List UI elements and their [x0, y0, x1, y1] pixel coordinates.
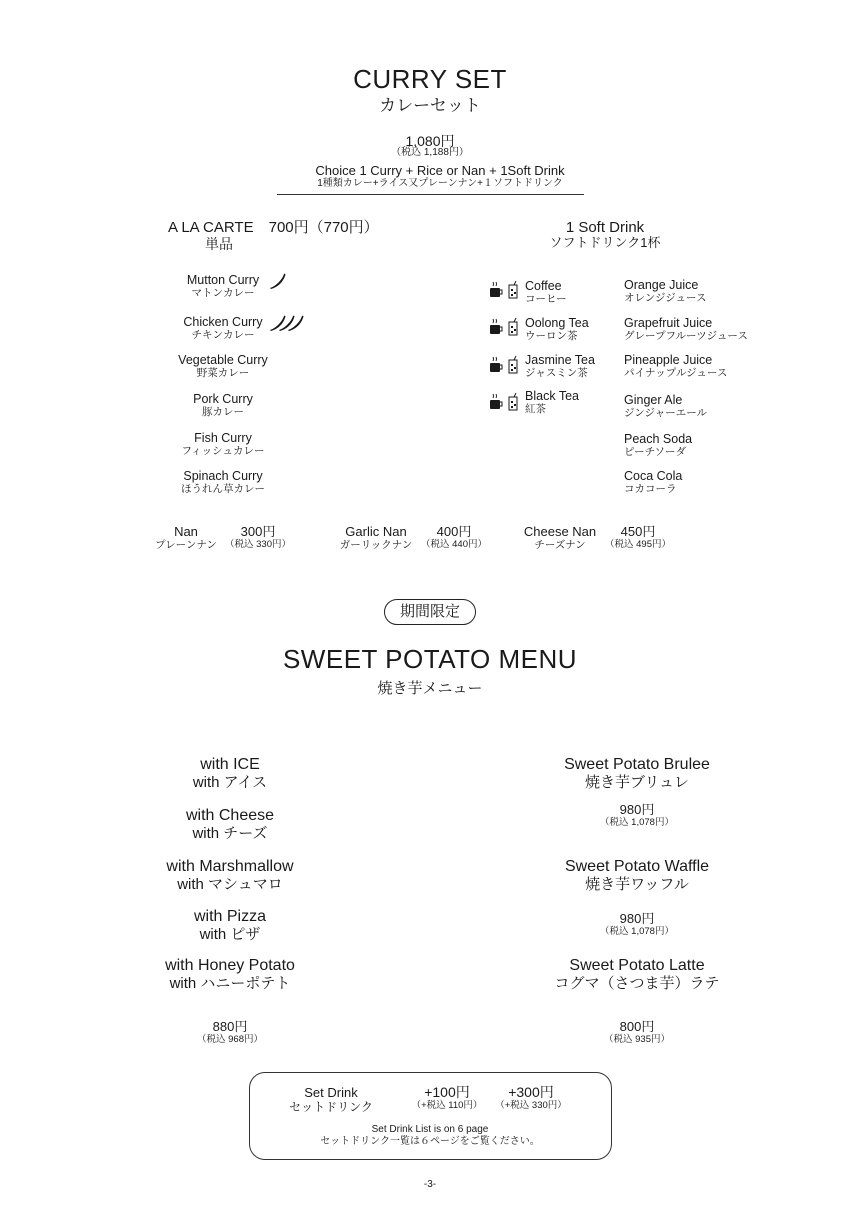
set-drink-note-jp: セットドリンク一覧は６ページをご覧ください。 [320, 1136, 540, 1147]
drink-item-orange-juice [624, 278, 764, 304]
set-drink-label-jp: セットドリンク [289, 1100, 373, 1114]
soft-drink-heading: 1 Soft Drink [565, 219, 645, 236]
curry-item-jp: フィッシュカレー [181, 445, 265, 457]
nan-garlic-price [418, 525, 490, 550]
drink-item-jp: コカコーラ [624, 483, 677, 495]
topping-en: with ICE [200, 756, 260, 773]
drink-item-en: Coca Cola [624, 469, 683, 483]
nan-plain-name [150, 525, 222, 551]
topping-jp: with チーズ [192, 825, 268, 842]
curry-set-choice-jp: 1種類カレー+ライス又プレーンナン+１ソフトドリンク [317, 178, 563, 189]
set-drink-note-en: Set Drink List is on 6 page [371, 1124, 489, 1135]
set-drink-tax: （+税込 110円） [411, 1100, 483, 1111]
sweet-item-en: Sweet Potato Waffle [564, 858, 710, 875]
set-drink-tax: （+税込 330円） [495, 1100, 567, 1111]
set-drink-label-en: Set Drink [304, 1085, 358, 1100]
drink-item-en: Grapefruit Juice [624, 316, 713, 330]
hot-cold-cup-icon [489, 280, 521, 300]
nan-en: Nan [174, 524, 198, 539]
topping-en: with Honey Potato [165, 957, 295, 974]
curry-item-vegetable [168, 353, 278, 379]
topping-jp: with アイス [192, 774, 268, 791]
sweet-price: 980円 [619, 802, 655, 817]
nan-jp: プレーンナン [155, 539, 217, 551]
set-drink-price: +100円 [424, 1084, 470, 1100]
curry-item-jp: 野菜カレー [196, 367, 250, 379]
topping-en: with Marshmallow [166, 858, 294, 875]
drink-item-en: Coffee [525, 279, 562, 293]
sweet-item-en: Sweet Potato Brulee [564, 756, 710, 773]
sweet-potato-title: SWEET POTATO MENU [282, 644, 578, 674]
curry-item-spinach [168, 469, 278, 495]
sweet-item-brulee-price [587, 803, 687, 828]
curry-item-en: Spinach Curry [183, 469, 263, 483]
nan-price: 400円 [436, 524, 472, 539]
curry-set-tax-price: （税込 1,188円） [391, 147, 469, 158]
nan-jp: ガーリックナン [339, 539, 413, 551]
set-drink-label [276, 1085, 386, 1114]
hot-cold-cup-icon [489, 355, 521, 375]
drink-item-jp: ジャスミン茶 [525, 367, 588, 379]
drink-item-black-tea [525, 389, 620, 415]
sweet-price: 800円 [619, 1019, 655, 1034]
sweet-item-brulee [537, 755, 737, 792]
a-la-carte-heading-jp: 単品 [205, 236, 233, 252]
curry-item-chicken [168, 315, 278, 341]
toppings-price [180, 1020, 280, 1045]
triple-chili-pepper-icon [268, 314, 306, 332]
nan-tax: （税込 495円） [605, 539, 671, 550]
hot-cold-cup-icon [489, 317, 521, 337]
nan-en: Garlic Nan [345, 524, 407, 539]
curry-item-fish [168, 431, 278, 457]
nan-garlic-name [334, 525, 418, 551]
limited-time-badge: 期間限定 [384, 599, 476, 625]
drink-item-jp: グレープフルーツジュース [624, 330, 748, 342]
curry-item-jp: マトンカレー [191, 287, 255, 299]
nan-en: Cheese Nan [523, 524, 597, 539]
topping-en: with Cheese [185, 807, 275, 824]
curry-item-jp: 豚カレー [202, 406, 244, 418]
nan-jp: チーズナン [534, 539, 586, 551]
topping-cheese [140, 806, 320, 843]
sweet-price: 980円 [619, 911, 655, 926]
toppings-tax-value: （税込 968円） [197, 1034, 263, 1045]
drink-item-oolong-tea [525, 316, 620, 342]
sweet-item-waffle [537, 857, 737, 894]
nan-price: 450円 [620, 524, 656, 539]
topping-jp: with マシュマロ [177, 876, 283, 893]
topping-pizza [140, 907, 320, 944]
sweet-tax: （税込 935円） [604, 1034, 670, 1045]
drink-item-jp: ピーチソーダ [624, 446, 686, 458]
topping-en: with Pizza [193, 908, 267, 925]
drink-item-jasmine-tea [525, 353, 620, 379]
topping-ice [140, 755, 320, 792]
topping-honey-potato [140, 956, 320, 993]
curry-set-title: CURRY SET [353, 64, 507, 94]
drink-item-en: Oolong Tea [525, 316, 589, 330]
drink-item-ginger-ale [624, 393, 764, 419]
drink-item-coffee [525, 279, 620, 305]
sweet-item-latte [537, 956, 737, 993]
hot-cold-cup-icon [489, 392, 521, 412]
set-drink-price-2 [486, 1084, 576, 1111]
page-number: -3- [423, 1179, 437, 1190]
nan-cheese-name [518, 525, 602, 551]
drink-item-jp: ジンジャーエール [624, 407, 708, 419]
drink-item-en: Jasmine Tea [525, 353, 595, 367]
sweet-potato-subtitle: 焼き芋メニュー [377, 680, 483, 697]
curry-item-jp: ほうれん草カレー [181, 483, 265, 495]
sweet-item-waffle-price [587, 912, 687, 937]
toppings-price-value: 880円 [212, 1019, 248, 1034]
drink-item-en: Ginger Ale [624, 393, 683, 407]
chili-pepper-icon [268, 272, 288, 290]
set-drink-price: +300円 [508, 1084, 554, 1100]
nan-price: 300円 [240, 524, 276, 539]
sweet-item-jp: 焼き芋ブリュレ [585, 774, 689, 791]
drink-item-en: Black Tea [525, 389, 579, 403]
topping-jp: with ハニーポテト [169, 975, 291, 992]
nan-plain-price [222, 525, 294, 550]
drink-item-pineapple-juice [624, 353, 764, 379]
drink-item-coca-cola [624, 469, 764, 495]
curry-set-choice-en: Choice 1 Curry + Rice or Nan + 1Soft Drink [315, 163, 565, 178]
curry-item-en: Pork Curry [193, 392, 253, 406]
set-drink-price-1 [402, 1084, 492, 1111]
topping-marshmallow [140, 857, 320, 894]
drink-item-en: Pineapple Juice [624, 353, 713, 367]
drink-item-jp: オレンジジュース [624, 292, 707, 304]
sweet-item-jp: 焼き芋ワッフル [585, 876, 689, 893]
curry-item-en: Vegetable Curry [178, 353, 268, 367]
curry-item-en: Fish Curry [194, 431, 252, 445]
drink-item-jp: コーヒー [525, 293, 567, 305]
curry-set-price: 1,080円 [405, 133, 455, 149]
curry-item-jp: チキンカレー [191, 329, 255, 341]
a-la-carte-heading: A LA CARTE 700円（770円） [168, 219, 379, 236]
drink-item-grapefruit-juice [624, 316, 764, 342]
drink-item-jp: 紅茶 [525, 403, 546, 415]
curry-item-en: Chicken Curry [183, 315, 263, 329]
sweet-item-latte-price [587, 1020, 687, 1045]
soft-drink-heading-jp: ソフトドリンク1杯 [549, 235, 661, 250]
curry-set-subtitle: カレーセット [379, 96, 481, 115]
drink-item-jp: パイナップルジュース [624, 367, 728, 379]
nan-cheese-price [602, 525, 674, 550]
nan-tax: （税込 440円） [421, 539, 487, 550]
nan-tax: （税込 330円） [225, 539, 291, 550]
sweet-tax: （税込 1,078円） [600, 926, 674, 937]
sweet-tax: （税込 1,078円） [600, 817, 674, 828]
curry-item-pork [168, 392, 278, 418]
sweet-item-en: Sweet Potato Latte [569, 957, 705, 974]
curry-item-mutton [168, 273, 278, 299]
drink-item-en: Peach Soda [624, 432, 693, 446]
drink-item-jp: ウーロン茶 [525, 330, 578, 342]
curry-item-en: Mutton Curry [186, 273, 260, 287]
drink-item-peach-soda [624, 432, 764, 458]
drink-item-en: Orange Juice [624, 278, 699, 292]
topping-jp: with ピザ [199, 926, 261, 943]
header-divider [277, 194, 584, 195]
sweet-item-jp: コグマ（さつま芋）ラテ [554, 975, 720, 992]
